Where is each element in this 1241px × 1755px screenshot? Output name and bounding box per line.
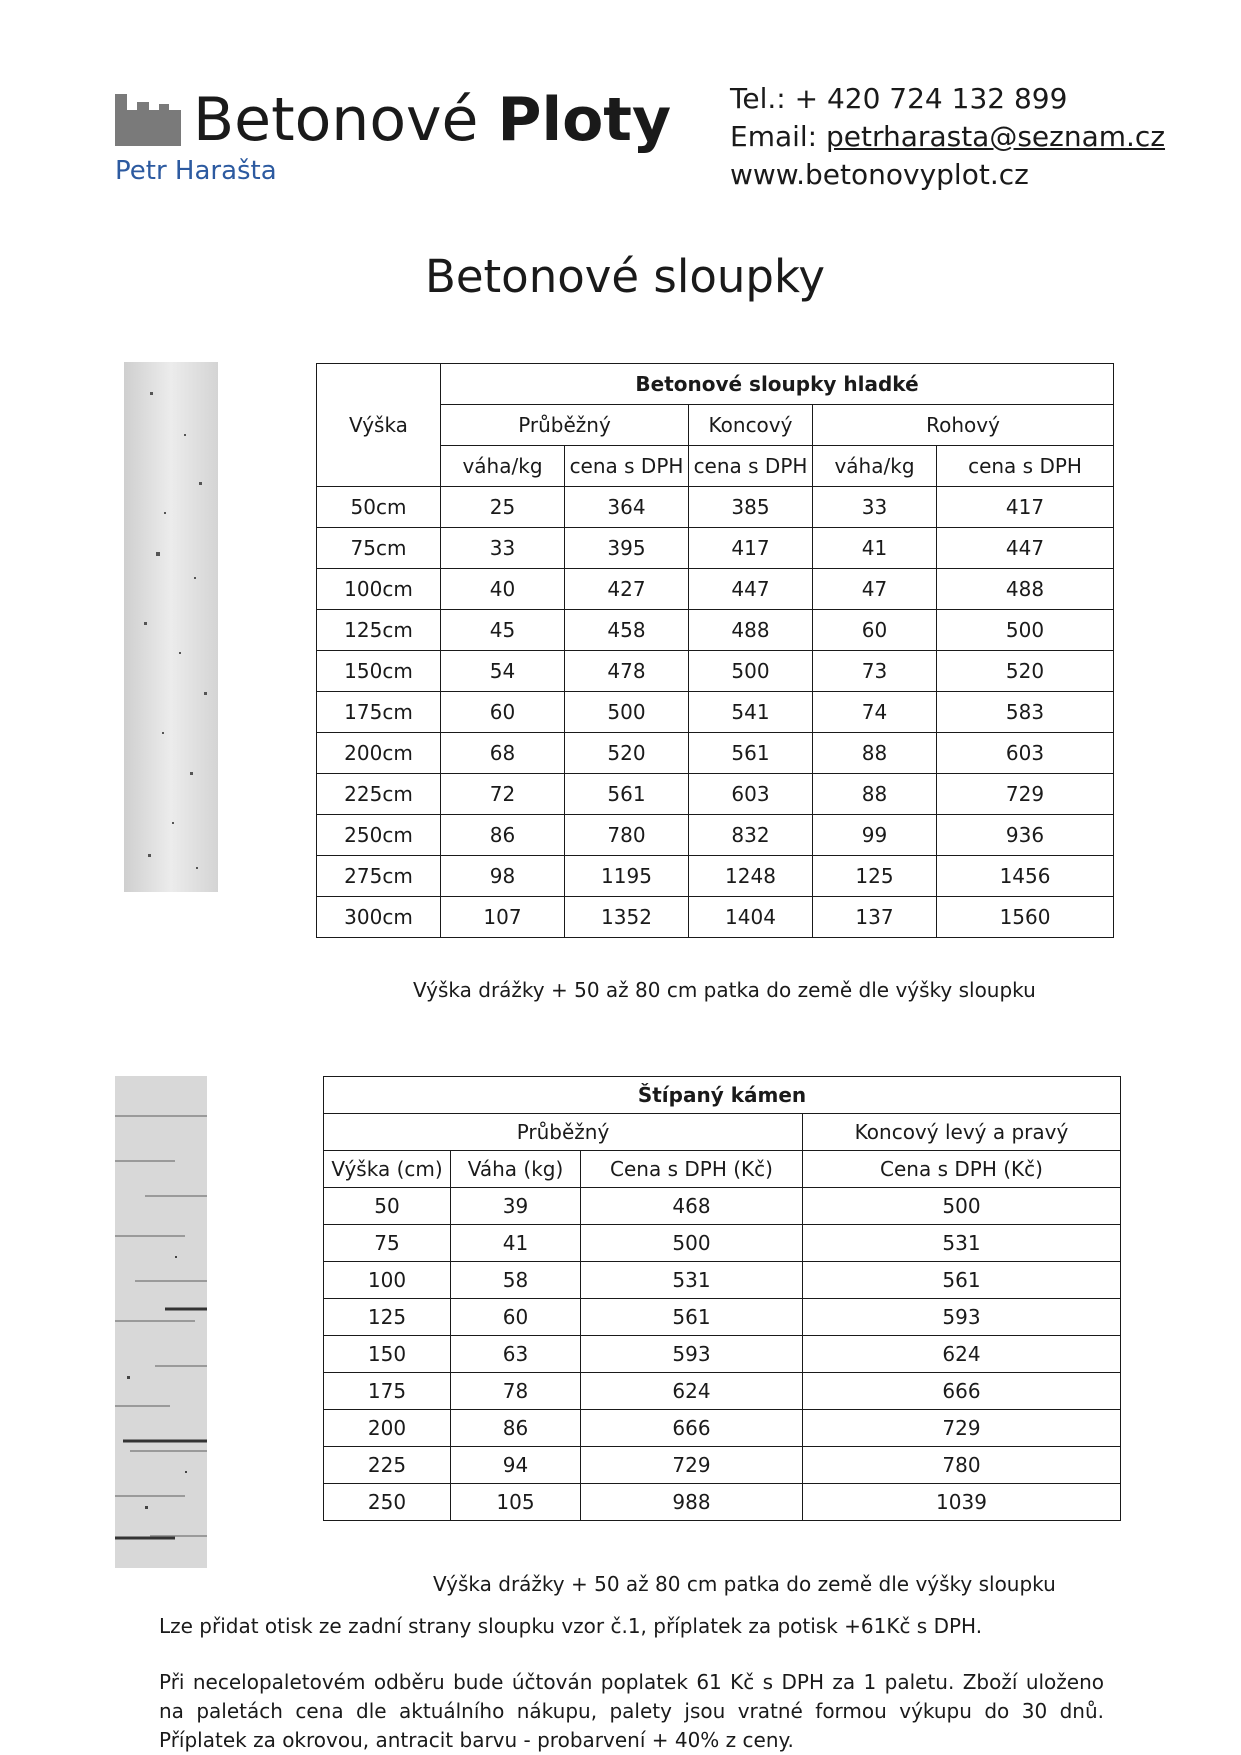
table-cell: 94 [451,1447,581,1484]
pallet-note: Při necelopaletovém odběru bude účtován poplatek 61 Kč s DPH za 1 paletu. Zboží uloženo na paletách cena dle aktuálního nákupu, palety jsou vratné formou výkupu do 30 dnů. Příplatek za okrovou, antracit barvu - probarvení + 40% z ceny. [159,1670,1104,1752]
table-cell: 225cm [317,774,441,815]
table-cell: 125 [324,1299,451,1336]
table-cell: 88 [813,774,937,815]
table-cell: 488 [937,569,1114,610]
table-cell: 72 [441,774,565,815]
table-cell: 447 [937,528,1114,569]
brand-light: Betonové [193,85,479,155]
table-row [324,1225,1121,1262]
table-cell: 41 [813,528,937,569]
table-cell: 1352 [565,897,689,938]
table-cell: 561 [803,1262,1121,1299]
sub-cena: cena s DPH [565,446,689,487]
table-cell: 39 [451,1188,581,1225]
table-cell: 458 [565,610,689,651]
email-label: Email: [730,120,818,153]
table-cell: 1248 [689,856,813,897]
group-koncovy: Koncový levý a pravý [803,1114,1121,1151]
table-cell: 447 [689,569,813,610]
table-cell: 100cm [317,569,441,610]
table-cell: 417 [689,528,813,569]
table-cell: 300cm [317,897,441,938]
sub-cena: cena s DPH [937,446,1114,487]
table-cell: 40 [441,569,565,610]
table-cell: 47 [813,569,937,610]
phone: Tel.: + 420 724 132 899 [730,82,1068,115]
table-cell: 33 [441,528,565,569]
table-row [324,1336,1121,1373]
table-cell: 78 [451,1373,581,1410]
group-koncovy: Koncový [689,405,813,446]
table-row [324,1299,1121,1336]
table-cell: 74 [813,692,937,733]
table-cell: 98 [441,856,565,897]
table-cell: 63 [451,1336,581,1373]
table-row [317,569,1114,610]
table-row [324,1188,1121,1225]
table-cell: 107 [441,897,565,938]
table-cell: 88 [813,733,937,774]
table-row [317,815,1114,856]
table-row [317,897,1114,938]
table-cell: 1560 [937,897,1114,938]
table-cell: 150 [324,1336,451,1373]
brand-bold: Ploty [497,85,672,155]
table1-note: Výška drážky + 50 až 80 cm patka do země dle výšky sloupku [413,978,1036,1002]
table-row [324,1373,1121,1410]
table-row [317,610,1114,651]
group-prubezny: Průběžný [324,1114,803,1151]
table-cell: 988 [581,1484,803,1521]
table-cell: 531 [803,1225,1121,1262]
col-vaha: Váha (kg) [451,1151,581,1188]
table-cell: 68 [441,733,565,774]
table-cell: 468 [581,1188,803,1225]
table-cell: 33 [813,487,937,528]
table-cell: 624 [581,1373,803,1410]
table-cell: 1195 [565,856,689,897]
table-row [317,651,1114,692]
owner-name: Petr Harašta [115,156,277,186]
table-cell: 1456 [937,856,1114,897]
table-cell: 729 [937,774,1114,815]
website[interactable]: www.betonovyplot.cz [730,158,1029,191]
table-cell: 603 [937,733,1114,774]
table-cell: 250 [324,1484,451,1521]
stone-pillar-image [115,1076,207,1568]
table-cell: 58 [451,1262,581,1299]
table2-note: Výška drážky + 50 až 80 cm patka do země dle výšky sloupku [433,1572,1056,1596]
table-cell: 395 [565,528,689,569]
table-cell: 86 [451,1410,581,1447]
table-cell: 780 [565,815,689,856]
table-cell: 520 [565,733,689,774]
table-cell: 125 [813,856,937,897]
table-cell: 125cm [317,610,441,651]
table-cell: 175 [324,1373,451,1410]
table-cell: 225 [324,1447,451,1484]
table-row [317,774,1114,815]
table-cell: 500 [689,651,813,692]
table-cell: 500 [581,1225,803,1262]
table-cell: 583 [937,692,1114,733]
table-cell: 275cm [317,856,441,897]
table-cell: 100 [324,1262,451,1299]
table-row [317,692,1114,733]
table-cell: 531 [581,1262,803,1299]
table-cell: 105 [451,1484,581,1521]
table-cell: 137 [813,897,937,938]
table-cell: 50 [324,1188,451,1225]
table2-title: Štípaný kámen [324,1077,1121,1114]
table-row [317,856,1114,897]
table-row [317,528,1114,569]
table-cell: 488 [689,610,813,651]
table-cell: 520 [937,651,1114,692]
table-cell: 603 [689,774,813,815]
group-rohovy: Rohový [813,405,1114,446]
table-row [317,487,1114,528]
split-stone-table [323,1076,1121,1521]
col-cena: Cena s DPH (Kč) [581,1151,803,1188]
imprint-note: Lze přidat otisk ze zadní strany sloupku vzor č.1, příplatek za potisk +61Kč s DPH. [159,1614,983,1638]
email-link[interactable]: petrharasta@seznam.cz [826,120,1166,153]
table-cell: 86 [441,815,565,856]
table-cell: 541 [689,692,813,733]
smooth-pillar-image [124,362,218,892]
table-cell: 200cm [317,733,441,774]
sub-cena: cena s DPH [689,446,813,487]
table-cell: 729 [581,1447,803,1484]
table-cell: 500 [803,1188,1121,1225]
table-cell: 500 [565,692,689,733]
table-cell: 1404 [689,897,813,938]
table-cell: 561 [581,1299,803,1336]
table-cell: 60 [441,692,565,733]
table-cell: 75cm [317,528,441,569]
table-cell: 250cm [317,815,441,856]
table-cell: 832 [689,815,813,856]
page-title: Betonové sloupky [424,250,826,303]
table-cell: 41 [451,1225,581,1262]
table-cell: 150cm [317,651,441,692]
table-cell: 1039 [803,1484,1121,1521]
table-cell: 936 [937,815,1114,856]
table-cell: 729 [803,1410,1121,1447]
table-cell: 427 [565,569,689,610]
table-cell: 561 [565,774,689,815]
group-prubezny: Průběžný [441,405,689,446]
table-cell: 780 [803,1447,1121,1484]
brand-name [193,80,671,160]
table-cell: 200 [324,1410,451,1447]
table-cell: 385 [689,487,813,528]
table-row [324,1484,1121,1521]
table-row [324,1447,1121,1484]
table-cell: 45 [441,610,565,651]
contact-block [730,80,1165,194]
table-cell: 593 [803,1299,1121,1336]
smooth-posts-table [316,363,1114,938]
table-cell: 561 [689,733,813,774]
table-cell: 73 [813,651,937,692]
table-cell: 624 [803,1336,1121,1373]
table-cell: 500 [937,610,1114,651]
table-cell: 175cm [317,692,441,733]
table-cell: 364 [565,487,689,528]
table-cell: 60 [813,610,937,651]
col-cena: Cena s DPH (Kč) [803,1151,1121,1188]
table-cell: 593 [581,1336,803,1373]
sub-vaha: váha/kg [441,446,565,487]
col-vyska: Výška (cm) [324,1151,451,1188]
table-cell: 666 [581,1410,803,1447]
table-row [324,1410,1121,1447]
table-cell: 666 [803,1373,1121,1410]
sub-vaha: váha/kg [813,446,937,487]
table-cell: 60 [451,1299,581,1336]
table-row [324,1262,1121,1299]
email-line [730,118,1165,156]
table-cell: 478 [565,651,689,692]
table1-title: Betonové sloupky hladké [441,364,1114,405]
table-cell: 99 [813,815,937,856]
table-cell: 417 [937,487,1114,528]
table-row [317,733,1114,774]
table-cell: 50cm [317,487,441,528]
col-vyska: Výška [317,364,441,487]
table-cell: 54 [441,651,565,692]
logo-icon [115,94,181,146]
table-cell: 25 [441,487,565,528]
table-cell: 75 [324,1225,451,1262]
